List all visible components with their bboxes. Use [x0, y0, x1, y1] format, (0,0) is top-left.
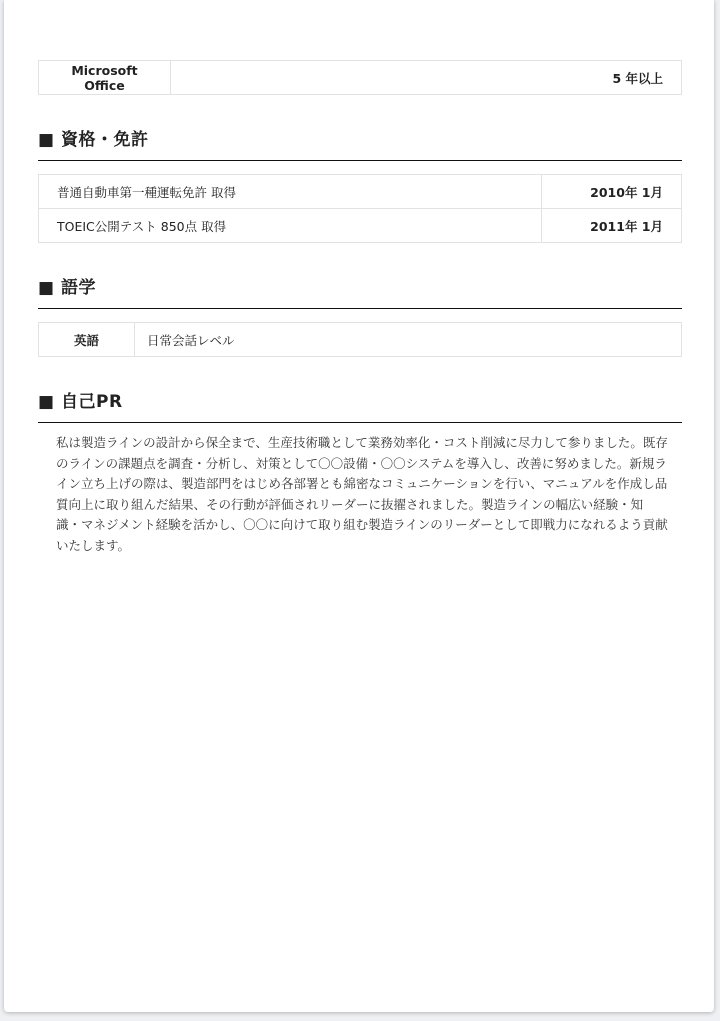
- table-row: [39, 323, 682, 357]
- qualification-name: 普通自動車第一種運転免許 取得: [39, 175, 542, 209]
- language-name: 英語: [39, 323, 135, 357]
- languages-heading: ■ 語学: [38, 273, 682, 309]
- qualification-name: TOEIC公開テスト 850点 取得: [39, 209, 542, 243]
- table-row: [39, 175, 682, 209]
- language-level: 日常会話レベル: [135, 323, 682, 357]
- qualification-date: 2011年 1月: [542, 209, 682, 243]
- skill-years: 5 年以上: [171, 61, 682, 95]
- self-pr-text: 私は製造ラインの設計から保全まで、生産技術職として業務効率化・コスト削減に尽力して参りました。既存のラインの課題点を調査・分析し、対策として〇〇設備・〇〇システムを導入し、改善に努めました。新規ライン立ち上げの際は、製造部門をはじめ各部署とも綿密なコミュニケーションを行い、マニュアルを作成し品質向上に取り組んだ結果、その行動が評価されリーダーに抜擢されました。製造ラインの幅広い経験・知識・マネジメント経験を活かし、〇〇に向けて取り組む製造ラインのリーダーとして即戦力になれるよう貢献いたします。: [56, 435, 668, 553]
- qualifications-table: [38, 174, 682, 243]
- qualification-date: 2010年 1月: [542, 175, 682, 209]
- table-row: [39, 61, 682, 95]
- skills-table: [38, 60, 682, 95]
- self-pr-heading: ■ 自己PR: [38, 387, 682, 423]
- resume-page: [4, 0, 714, 1012]
- languages-table: [38, 322, 682, 357]
- resume-content: [38, 60, 682, 556]
- table-row: [39, 209, 682, 243]
- qualifications-heading: ■ 資格・免許: [38, 125, 682, 161]
- skill-name: Microsoft Office: [39, 61, 171, 95]
